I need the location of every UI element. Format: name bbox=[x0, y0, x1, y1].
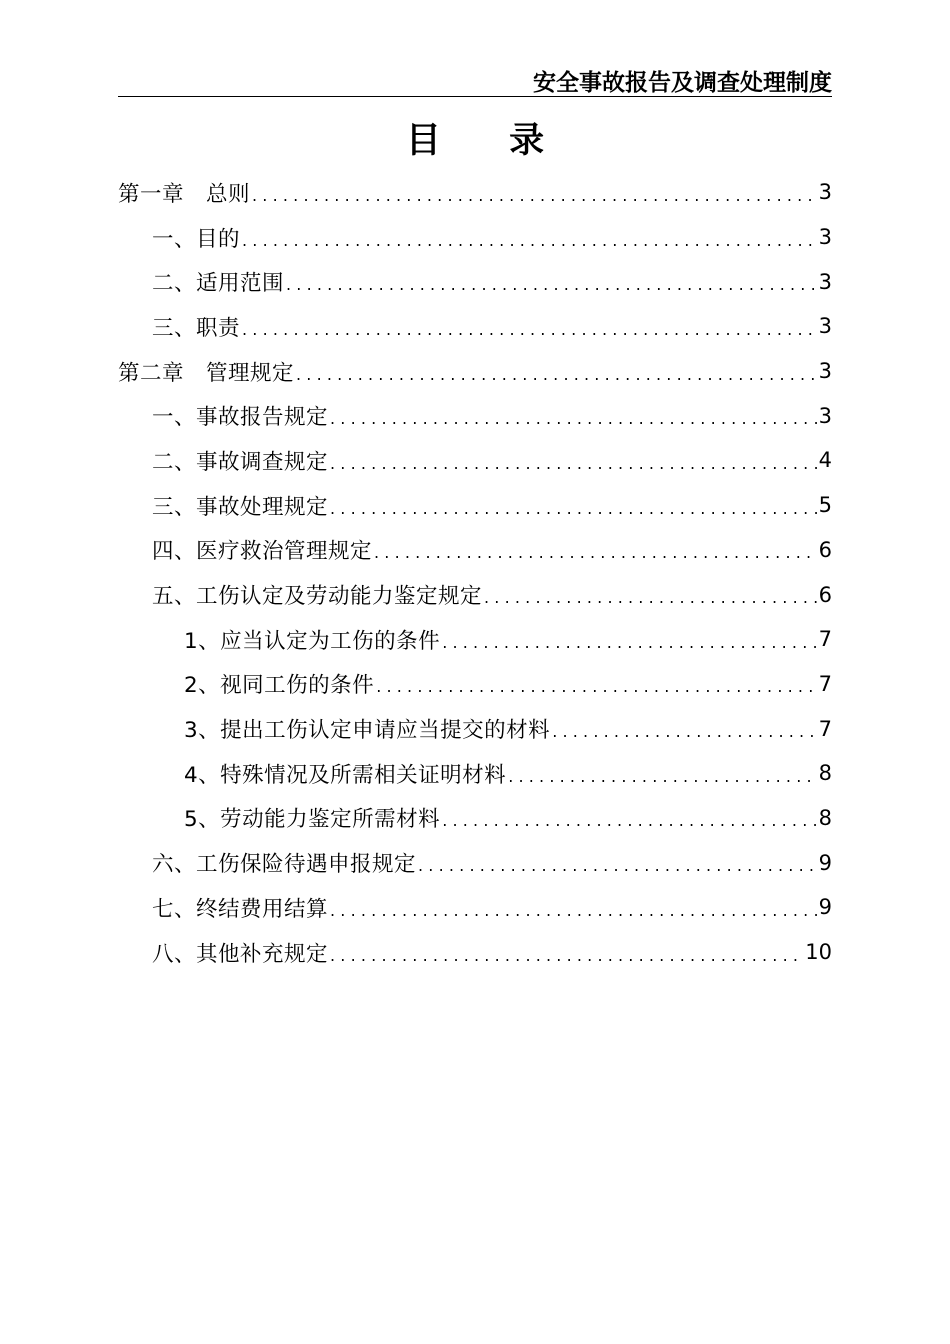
toc-entry-label: 三、事故处理规定 bbox=[152, 494, 329, 520]
toc-heading: 目 录 bbox=[405, 121, 573, 161]
toc-entry-page-number: 6 bbox=[818, 582, 832, 607]
document-title: 安全事故报告及调查处理制度 bbox=[533, 70, 832, 96]
toc-entry-page-number: 4 bbox=[818, 448, 832, 473]
toc-entry-page-number: 9 bbox=[818, 895, 832, 920]
toc-entry-page-number: 3 bbox=[818, 269, 832, 294]
toc-entry-label: 2、视同工伤的条件 bbox=[184, 673, 375, 699]
toc-entry[interactable] bbox=[118, 393, 832, 438]
toc-entry-page-number: 8 bbox=[818, 761, 832, 786]
toc-entry-label: 4、特殊情况及所需相关证明材料 bbox=[184, 762, 507, 788]
toc-entry[interactable] bbox=[118, 259, 832, 304]
toc-entry[interactable] bbox=[118, 796, 832, 841]
toc-dot-leader bbox=[418, 856, 817, 875]
toc-entry-label: 八、其他补充规定 bbox=[152, 941, 329, 967]
toc-entry-page-number: 7 bbox=[818, 716, 832, 741]
toc-entry[interactable] bbox=[118, 349, 832, 394]
toc-dot-leader bbox=[296, 365, 817, 384]
toc-entry-label: 5、劳动能力鉴定所需材料 bbox=[184, 807, 441, 833]
toc-entry[interactable] bbox=[118, 706, 832, 751]
toc-entry-label: 五、工伤认定及劳动能力鉴定规定 bbox=[152, 584, 483, 610]
toc-dot-leader bbox=[330, 901, 817, 920]
toc-entry[interactable] bbox=[118, 215, 832, 260]
toc-dot-leader bbox=[374, 543, 817, 562]
toc-dot-leader bbox=[242, 320, 817, 339]
toc-entry[interactable] bbox=[118, 840, 832, 885]
toc-dot-leader bbox=[442, 811, 816, 830]
toc-dot-leader bbox=[376, 677, 816, 696]
toc-entry-label: 第二章 管理规定 bbox=[118, 360, 295, 386]
toc-dot-leader bbox=[330, 499, 817, 518]
page-header bbox=[118, 62, 832, 97]
toc-entry[interactable] bbox=[118, 930, 832, 975]
toc-entry-label: 二、事故调查规定 bbox=[152, 449, 329, 475]
toc-entry-label: 六、工伤保险待遇申报规定 bbox=[152, 852, 417, 878]
toc-entry-label: 1、应当认定为工伤的条件 bbox=[184, 628, 441, 654]
toc-entry[interactable] bbox=[118, 885, 832, 930]
toc-entry-label: 3、提出工伤认定申请应当提交的材料 bbox=[184, 718, 551, 744]
toc-entry[interactable] bbox=[118, 438, 832, 483]
toc-entry-page-number: 5 bbox=[818, 493, 832, 518]
toc-entry-label: 一、事故报告规定 bbox=[152, 405, 329, 431]
toc-dot-leader bbox=[552, 722, 816, 741]
toc-entry-page-number: 3 bbox=[818, 359, 832, 384]
toc-dot-leader bbox=[508, 767, 816, 786]
toc-entry[interactable] bbox=[118, 528, 832, 573]
toc-dot-leader bbox=[330, 946, 803, 965]
toc-entry[interactable] bbox=[118, 304, 832, 349]
toc-dot-leader bbox=[484, 588, 817, 607]
toc-entry-page-number: 6 bbox=[818, 537, 832, 562]
toc-dot-leader bbox=[442, 633, 816, 652]
toc-dot-leader bbox=[286, 275, 817, 294]
toc-entry[interactable] bbox=[118, 617, 832, 662]
toc-dot-leader bbox=[330, 454, 817, 473]
toc-entry[interactable] bbox=[118, 572, 832, 617]
toc-entry-label: 第一章 总则 bbox=[118, 181, 251, 207]
toc-entry-label: 七、终结费用结算 bbox=[152, 896, 329, 922]
toc-entry-page-number: 9 bbox=[818, 850, 832, 875]
toc-entry[interactable] bbox=[118, 662, 832, 707]
toc-entry-label: 四、医疗救治管理规定 bbox=[152, 539, 373, 565]
toc-dot-leader bbox=[330, 409, 817, 428]
toc-entry-page-number: 7 bbox=[818, 627, 832, 652]
toc-entry-label: 三、职责 bbox=[152, 315, 241, 341]
toc-entry-label: 一、目的 bbox=[152, 226, 241, 252]
toc-entry-page-number: 10 bbox=[805, 940, 832, 965]
table-of-contents bbox=[118, 170, 832, 974]
toc-entry-page-number: 3 bbox=[818, 225, 832, 250]
toc-entry-page-number: 8 bbox=[818, 805, 832, 830]
toc-entry-label: 二、适用范围 bbox=[152, 271, 285, 297]
toc-entry-page-number: 3 bbox=[818, 403, 832, 428]
toc-dot-leader bbox=[252, 186, 817, 205]
toc-entry[interactable] bbox=[118, 170, 832, 215]
toc-entry[interactable] bbox=[118, 751, 832, 796]
toc-entry-page-number: 7 bbox=[818, 671, 832, 696]
toc-dot-leader bbox=[242, 231, 817, 250]
toc-entry-page-number: 3 bbox=[818, 180, 832, 205]
toc-entry-page-number: 3 bbox=[818, 314, 832, 339]
toc-entry[interactable] bbox=[118, 483, 832, 528]
